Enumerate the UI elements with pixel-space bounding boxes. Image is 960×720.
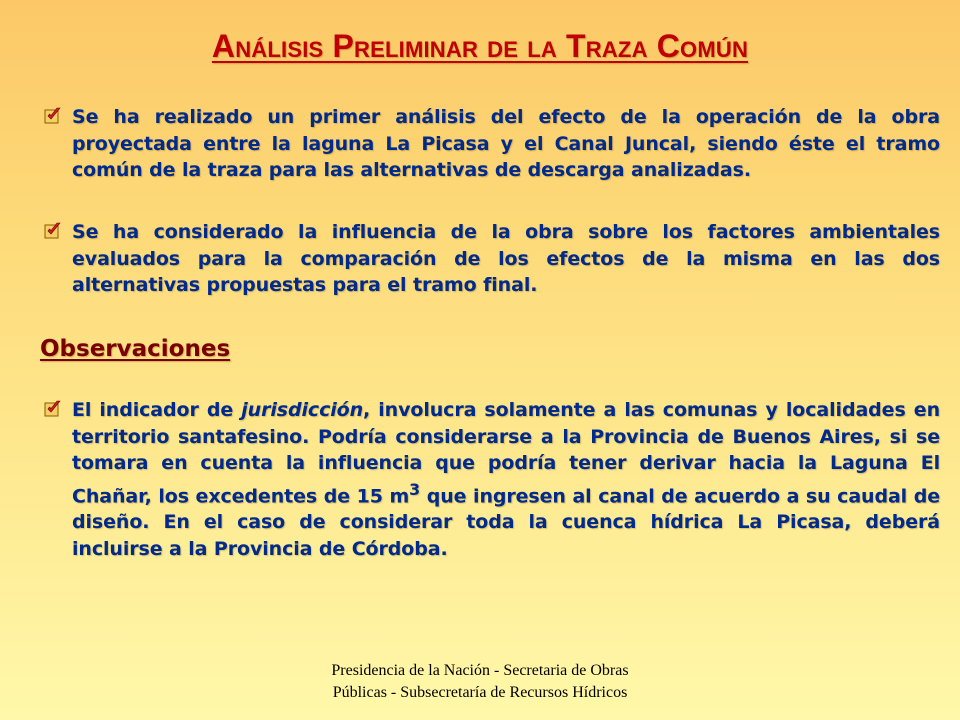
bullet-item-1	[44, 104, 940, 184]
footer-credit: Presidencia de la Nación - Secretaria de Obras Públicas - Subsecretaría de Recursos Hídricos	[331, 662, 629, 701]
observations-text-part3: que ingresen al canal de acuerdo a su caudal de diseño. En el caso de considerar toda la cuenca hídrica La Picasa, deberá incluirse a la Provincia de Córdoba.	[72, 484, 940, 560]
bullet-item-2	[44, 219, 940, 299]
jurisdiccion-term: jurisdicción	[241, 399, 364, 421]
observations-bullet	[44, 397, 940, 562]
observations-text-part2: , involucra solamente a las comunas y localidades en territorio santafesino. Podría considerarse a la Provincia de Buenos Aires, si se tomara en cuenta la influencia que podría tener derivar hacia la Laguna El Chañar, los excedentes de 15 m	[72, 399, 940, 507]
observations-heading: Observaciones	[40, 336, 231, 362]
checkbox-arrow-icon	[44, 400, 72, 424]
checkbox-arrow-icon	[44, 107, 72, 131]
superscript-three: 3	[409, 479, 421, 499]
bullet-text: Se ha considerado la influencia de la obra sobre los factores ambientales evaluados para la comparación de los efectos de la misma en las dos alternativas propuestas para el tramo final.	[72, 221, 940, 296]
observations-text	[72, 397, 940, 562]
observations-text-part1: El indicador de	[72, 399, 242, 421]
bullet-text: Se ha realizado un primer análisis del efecto de la operación de la obra proyectada entre la laguna La Picasa y el Canal Juncal, siendo éste el tramo común de la traza para las alternativas de descarga analizadas.	[72, 106, 940, 181]
checkbox-arrow-icon	[44, 222, 72, 246]
slide-title: Análisis Preliminar de la Traza Común	[211, 28, 749, 64]
